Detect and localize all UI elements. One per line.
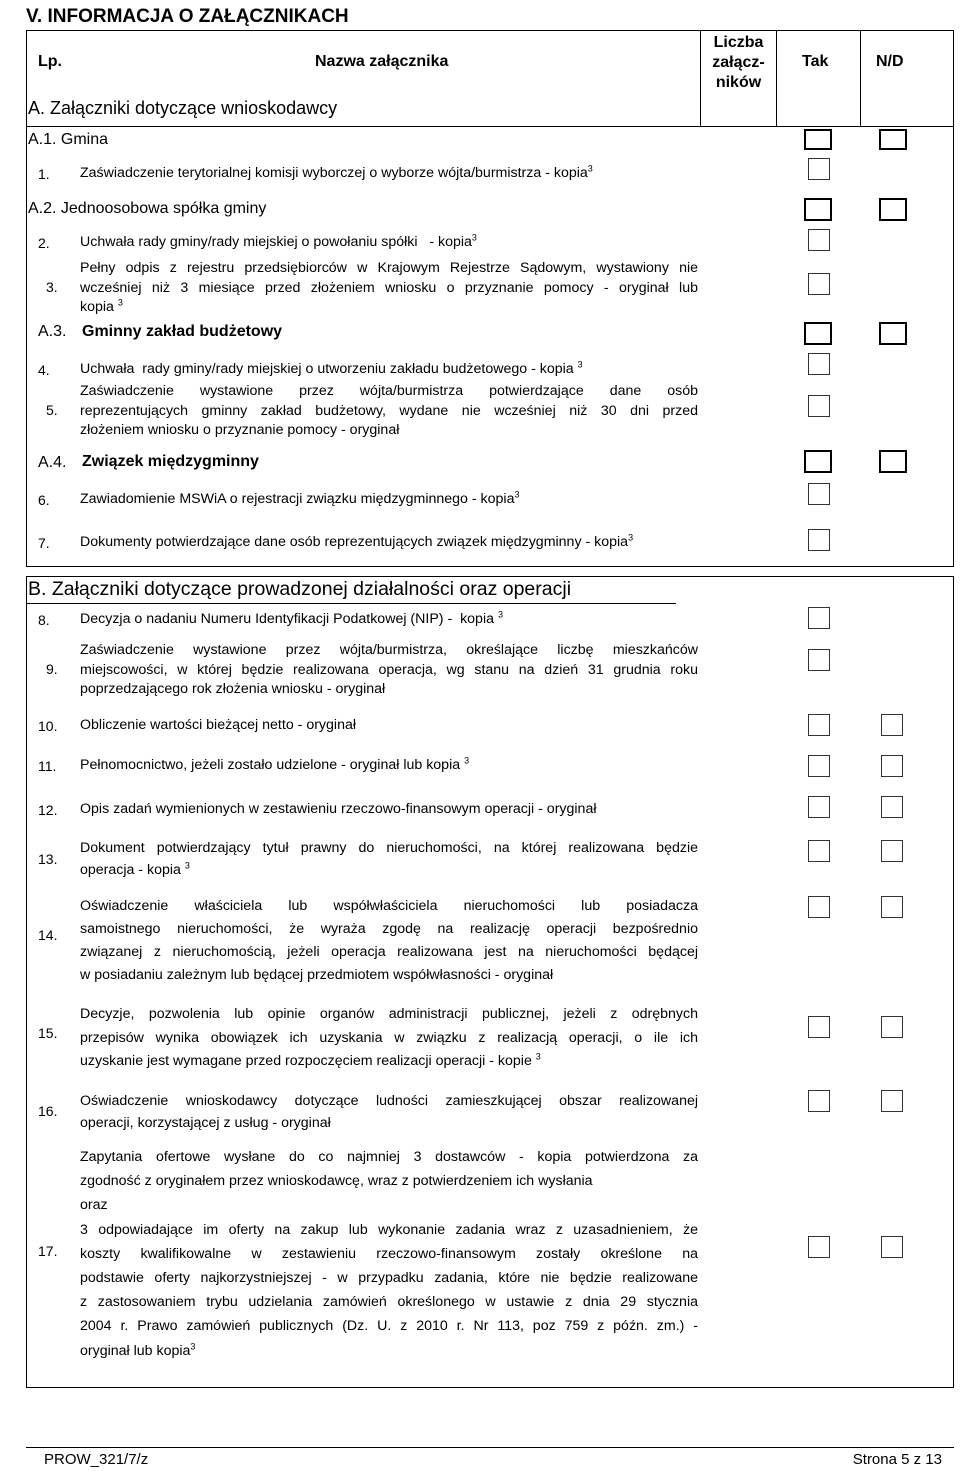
item-10-number: 10.	[38, 718, 58, 734]
checkbox-item-12-nd[interactable]	[881, 796, 903, 818]
table-left-border	[26, 30, 27, 567]
item-17-line9: oryginał lub kopia	[80, 1342, 191, 1359]
checkbox-item-10-nd[interactable]	[881, 714, 903, 736]
item-4-text	[80, 360, 583, 380]
checkbox-item-12-tak[interactable]	[808, 796, 830, 818]
header-count-line2: załącz-	[712, 54, 765, 71]
item-15-line1: Decyzje, pozwolenia lub opinie organów administracji publicznej, jeżeli z odrębnych	[80, 1006, 698, 1022]
item-14-line1: Oświadczenie właściciela lub współwłaściciela nieruchomości lub posiadacza	[80, 898, 698, 914]
item-9-number: 9.	[46, 661, 58, 677]
item-16-number: 16.	[38, 1103, 58, 1119]
item-14-number: 14.	[38, 927, 58, 943]
item-17-line6: podstawie oferty najkorzystniejszej - w przypadku zadania, które nie będzie realizowane	[80, 1270, 698, 1287]
item-17-line5: koszty kwalifikowalne w zestawieniu rzeczowo-finansowym zostały określone na	[80, 1245, 698, 1262]
item-1-footnote: 3	[587, 163, 593, 174]
item-1-number: 1.	[38, 166, 50, 182]
footer-page-number: Strona 5 z 13	[852, 1451, 942, 1468]
item-17-line4: 3 odpowiadające im oferty na zakup lub wykonanie zadania wraz z uzasadnieniem, że	[80, 1221, 698, 1238]
checkbox-a3-nd[interactable]	[879, 322, 907, 345]
item-8-footnote: 3	[497, 609, 503, 620]
checkbox-item-14-nd[interactable]	[881, 896, 903, 918]
section-a-title: A. Załączniki dotyczące wnioskodawcy	[28, 98, 338, 118]
item-3-line2: wcześniej niż 3 miesiące przed złożeniem wniosku o przyznanie pomocy - oryginał lub	[80, 279, 698, 296]
checkbox-item-13-nd[interactable]	[881, 840, 903, 862]
section-b-top-border	[26, 576, 954, 577]
checkbox-item-11-nd[interactable]	[881, 755, 903, 777]
checkbox-item-16-tak[interactable]	[808, 1090, 830, 1112]
footer-doc-code: PROW_321/7/z	[44, 1451, 149, 1468]
item-4-number: 4.	[38, 362, 50, 378]
footer-rule	[26, 1447, 954, 1448]
item-7-number: 7.	[38, 535, 50, 551]
page-title: V. INFORMACJA O ZAŁĄCZNIKACH	[26, 6, 349, 27]
header-tak: Tak	[802, 53, 829, 70]
item-12-number: 12.	[38, 802, 58, 818]
section-a4: Związek międzygminny	[82, 453, 259, 470]
item-5-number: 5.	[46, 402, 58, 418]
section-a3-number: A.3.	[38, 323, 67, 340]
item-9-line3: poprzedzającego rok złożenia wniosku - oryginał	[80, 681, 386, 697]
item-15-line3: uzyskanie jest wymagane przed rozpoczęciem realizacji operacji - kopie	[80, 1053, 532, 1069]
header-divider-3	[860, 30, 861, 126]
item-1-label: Zaświadczenie terytorialnej komisji wyborczej o wyborze wójta/burmistrza - kopia	[80, 165, 588, 181]
checkbox-a2-nd[interactable]	[879, 198, 907, 221]
table-right-border	[953, 30, 954, 567]
table-top-border	[26, 30, 954, 31]
section-b-right-border	[953, 576, 954, 1388]
item-7-label: Dokumenty potwierdzające dane osób reprezentujących związek międzygminny - kopia	[80, 534, 629, 550]
section-a1: A.1. Gmina	[28, 131, 109, 148]
item-13-text	[80, 837, 698, 881]
checkbox-item-3[interactable]	[808, 273, 830, 295]
item-11-label: Pełnomocnictwo, jeżeli zostało udzielone - oryginał lub kopia	[80, 757, 461, 773]
checkbox-a4-tak[interactable]	[804, 450, 832, 473]
item-12-text: Opis zadań wymienionych w zestawieniu rzeczowo-finansowym operacji - oryginał	[80, 801, 597, 817]
item-17-line8: 2004 r. Prawo zamówień publicznych (Dz. U. z 2010 r. Nr 113, poz 759 z późn. zm.) -	[80, 1318, 698, 1335]
table-bottom-border	[26, 566, 954, 567]
item-13-footnote: 3	[184, 860, 190, 871]
checkbox-item-16-nd[interactable]	[881, 1090, 903, 1112]
section-b-title-underline	[26, 603, 676, 604]
item-3-line1: Pełny odpis z rejestru przedsiębiorców w Krajowym Rejestrze Sądowym, wystawiony nie	[80, 260, 698, 276]
checkbox-item-2[interactable]	[808, 229, 830, 251]
checkbox-item-6[interactable]	[808, 483, 830, 505]
item-2-footnote: 3	[471, 232, 477, 243]
item-7-footnote: 3	[628, 532, 634, 543]
checkbox-item-7[interactable]	[808, 529, 830, 551]
item-17-footnote: 3	[190, 1340, 196, 1351]
item-11-text	[80, 756, 469, 776]
item-13-line1: Dokument potwierdzający tytuł prawny do nieruchomości, na której realizowana będzie	[80, 840, 698, 856]
item-2-label: Uchwała rady gminy/rady miejskiej o powołaniu spółki - kopia	[80, 234, 472, 250]
item-15-footnote: 3	[535, 1051, 541, 1062]
checkbox-a4-nd[interactable]	[879, 450, 907, 473]
checkbox-item-15-nd[interactable]	[881, 1016, 903, 1038]
item-4-footnote: 3	[577, 359, 583, 370]
header-count-line3: ników	[715, 74, 762, 91]
item-4-label: Uchwała rady gminy/rady miejskiej o utworzeniu zakładu budżetowego - kopia	[80, 361, 574, 377]
checkbox-item-4[interactable]	[808, 353, 830, 375]
item-17-line2: zgodność z oryginałem przez wnioskodawcę, wraz z potwierdzeniem ich wysłania	[80, 1173, 593, 1190]
item-3-text	[80, 259, 698, 318]
item-11-number: 11.	[38, 758, 57, 774]
item-17-line7: z zastosowaniem trybu udzielania zamówień określonego w ustawie z dnia 29 stycznia	[80, 1294, 698, 1311]
checkbox-item-1[interactable]	[808, 158, 830, 180]
header-lp: Lp.	[38, 53, 62, 70]
item-3-line3: kopia	[80, 299, 114, 315]
item-9-line2: miejscowości, w której będzie realizowana operacja, wg stanu na dzień 31 grudnia roku	[80, 661, 698, 678]
item-2-number: 2.	[38, 235, 50, 251]
item-3-number: 3.	[46, 279, 58, 295]
item-6-footnote: 3	[514, 489, 520, 500]
checkbox-a1-nd[interactable]	[879, 129, 907, 150]
item-5-line2: reprezentujących gminny zakład budżetowy, wydane nie wcześniej niż 30 dni przed	[80, 402, 698, 419]
item-15-number: 15.	[38, 1025, 58, 1041]
item-8-text	[80, 610, 503, 630]
section-b-left-border	[26, 576, 27, 1388]
section-a4-number: A.4.	[38, 454, 67, 471]
section-a3: Gminny zakład budżetowy	[82, 323, 283, 340]
item-17-line3: oraz	[80, 1197, 108, 1214]
item-2-text	[80, 233, 477, 253]
item-14-text	[80, 895, 698, 987]
item-9-text	[80, 641, 698, 700]
item-17-number: 17.	[38, 1243, 58, 1259]
item-8-label: Decyzja o nadaniu Numeru Identyfikacji Podatkowej (NIP) - kopia	[80, 611, 494, 627]
item-17-text	[80, 1145, 698, 1363]
checkbox-item-5[interactable]	[808, 395, 830, 417]
item-7-text	[80, 533, 633, 553]
item-13-line2: operacja - kopia	[80, 862, 181, 878]
checkbox-item-14-tak[interactable]	[808, 896, 830, 918]
checkbox-item-15-tak[interactable]	[808, 1016, 830, 1038]
checkbox-item-11-tak[interactable]	[808, 755, 830, 777]
header-count	[700, 33, 777, 93]
header-name: Nazwa załącznika	[315, 53, 449, 70]
item-9-line1: Zaświadczenie wystawione przez wójta/burmistrza, określające liczbę mieszkańców	[80, 642, 698, 658]
item-5-line1: Zaświadczenie wystawione przez wójta/burmistrza potwierdzające dane osób	[80, 383, 698, 399]
checkbox-item-17-tak[interactable]	[808, 1236, 830, 1258]
item-16-text	[80, 1090, 698, 1134]
section-b-title: B. Załączniki dotyczące prowadzonej działalności oraz operacji	[28, 578, 572, 600]
item-14-line4: w posiadaniu zależnym lub będącej przedmiotem współwłasności - oryginał	[80, 967, 554, 983]
item-14-line3: związanej z nieruchomością, jeżeli operacja realizowana jest na nieruchomości będącej	[80, 944, 698, 960]
item-5-text	[80, 382, 698, 441]
item-16-line2: operacji, korzystającej z usług - oryginał	[80, 1115, 331, 1131]
checkbox-item-10-tak[interactable]	[808, 714, 830, 736]
item-14-line2: samoistnego nieruchomości, że wyraża zgodę na realizację operacji bezpośrednio	[80, 921, 698, 937]
section-a2: A.2. Jednoosobowa spółka gminy	[28, 200, 267, 217]
section-b-bottom-border	[26, 1387, 954, 1388]
item-15-text	[80, 1003, 698, 1074]
checkbox-a2-tak[interactable]	[804, 198, 832, 221]
item-6-text	[80, 490, 519, 510]
item-6-label: Zawiadomienie MSWiA o rejestracji związku międzygminnego - kopia	[80, 491, 515, 507]
item-13-number: 13.	[38, 851, 58, 867]
checkbox-item-9[interactable]	[808, 649, 830, 671]
item-1-text	[80, 164, 593, 184]
item-6-number: 6.	[38, 492, 50, 508]
checkbox-item-8[interactable]	[808, 607, 830, 629]
header-bottom-border	[26, 126, 954, 127]
checkbox-item-13-tak[interactable]	[808, 840, 830, 862]
item-17-line1: Zapytania ofertowe wysłane do co najmniej 3 dostawców - kopia potwierdzona za	[80, 1149, 698, 1165]
item-3-footnote: 3	[117, 297, 123, 308]
checkbox-a1-tak[interactable]	[804, 129, 832, 150]
item-5-line3: złożeniem wniosku o przyznanie pomocy - oryginał	[80, 422, 400, 438]
item-8-number: 8.	[38, 612, 50, 628]
header-nd: N/D	[876, 53, 904, 70]
checkbox-a3-tak[interactable]	[804, 322, 832, 345]
item-10-text: Obliczenie wartości bieżącej netto - oryginał	[80, 717, 356, 733]
item-16-line1: Oświadczenie wnioskodawcy dotyczące ludności zamieszkującej obszar realizowanej	[80, 1093, 698, 1109]
item-11-footnote: 3	[464, 755, 470, 766]
header-count-line1: Liczba	[713, 34, 764, 51]
item-15-line2: przepisów wynika obowiązek ich uzyskania w związku z realizacją operacji, o ile ich	[80, 1029, 698, 1046]
checkbox-item-17-nd[interactable]	[881, 1236, 903, 1258]
